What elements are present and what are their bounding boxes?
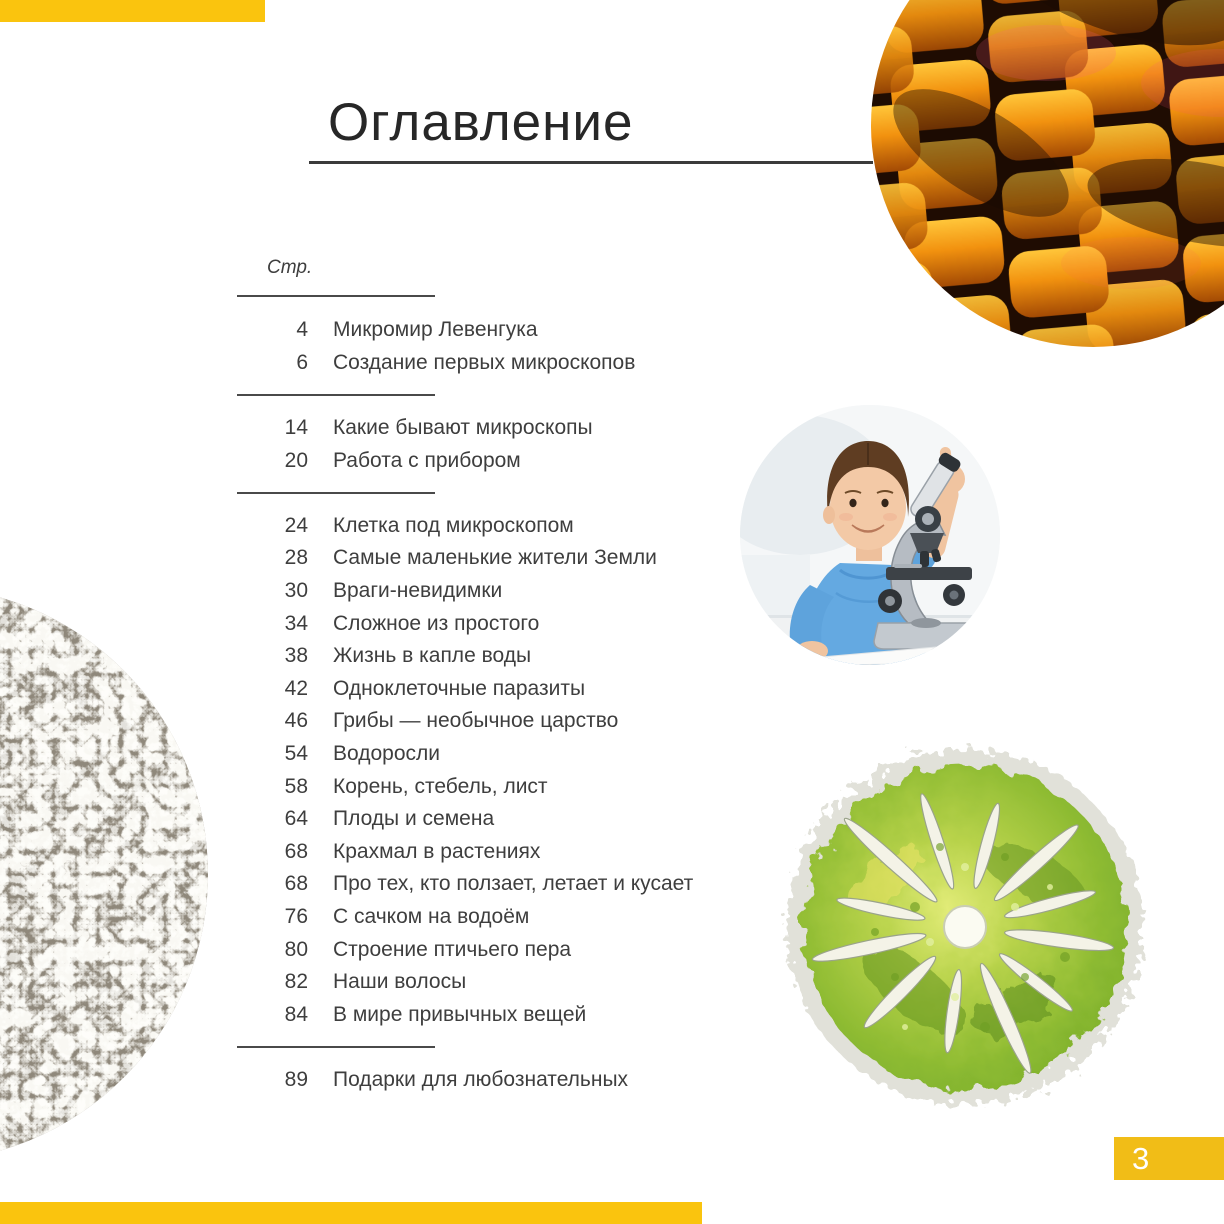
toc-entry <box>237 933 737 966</box>
page-column-underline <box>237 295 435 297</box>
toc-entry-title: Строение птичьего пера <box>333 937 572 961</box>
toc-entry-title: Микромир Левенгука <box>333 318 538 342</box>
toc-entry <box>237 347 737 380</box>
toc-entry <box>237 640 737 673</box>
toc-entry-page: 76 <box>284 904 308 928</box>
toc-entry-page: 68 <box>284 872 308 896</box>
toc-rows <box>237 314 737 1096</box>
divider-line <box>237 394 435 396</box>
toc-entry-title: В мире привычных вещей <box>333 1002 587 1026</box>
toc-entry-page: 4 <box>296 318 308 342</box>
toc-entry-page: 46 <box>284 709 308 733</box>
toc-entry <box>237 966 737 999</box>
toc-entry <box>237 575 737 608</box>
toc-entry <box>237 770 737 803</box>
green-algae-image <box>765 727 1165 1127</box>
toc-entry-page: 42 <box>284 676 308 700</box>
girl-with-microscope-image <box>740 405 1000 665</box>
toc-entry <box>237 542 737 575</box>
toc-entry-title: С сачком на водоём <box>333 904 530 928</box>
divider-line <box>237 1046 435 1048</box>
toc-entry <box>237 901 737 934</box>
toc-entry-page: 64 <box>284 807 308 831</box>
section-divider <box>237 1031 737 1064</box>
toc-entry-title: Плоды и семена <box>333 807 495 831</box>
toc-entry-title: Корень, стебель, лист <box>333 774 548 798</box>
page-number: 3 <box>1132 1141 1150 1176</box>
toc-entry-page: 84 <box>284 1002 308 1026</box>
toc-entry-title: Враги-невидимки <box>333 579 503 603</box>
toc-entry <box>237 673 737 706</box>
toc-entry-title: Самые маленькие жители Земли <box>333 546 657 570</box>
toc-entry <box>237 803 737 836</box>
toc-entry-page: 58 <box>284 774 308 798</box>
toc-entry-title: Про тех, кто ползает, летает и кусает <box>333 872 694 896</box>
toc-entry-title: Создание первых микроскопов <box>333 350 636 374</box>
toc-entry <box>237 1064 737 1097</box>
toc-entry-title: Водоросли <box>333 742 440 766</box>
section-divider <box>237 477 737 510</box>
toc-entry-page: 24 <box>284 513 308 537</box>
toc-entry-title: Крахмал в растениях <box>333 839 541 863</box>
divider-line <box>237 492 435 494</box>
butterfly-scales-image <box>871 0 1224 347</box>
toc-entry-title: Наши волосы <box>333 970 467 994</box>
toc-entry <box>237 444 737 477</box>
section-divider <box>237 379 737 412</box>
toc-entry-page: 28 <box>284 546 308 570</box>
toc-entry-page: 14 <box>284 416 308 440</box>
toc-entry-page: 68 <box>284 839 308 863</box>
toc-entry-title: Подарки для любознательных <box>333 1067 629 1091</box>
page-title: Оглавление <box>328 93 634 152</box>
toc-entry <box>237 705 737 738</box>
top-left-accent-bar <box>0 0 265 22</box>
toc-entry-title: Клетка под микроскопом <box>333 513 574 537</box>
green-algae-photo <box>765 727 1165 1127</box>
page-column-label: Стр. <box>267 257 313 278</box>
butterfly-scales-photo <box>871 0 1224 347</box>
toc-entry <box>237 836 737 869</box>
toc-entry <box>237 510 737 543</box>
toc-entry-title: Одноклеточные паразиты <box>333 676 586 700</box>
toc-entry-page: 89 <box>284 1067 308 1091</box>
page-number-badge <box>1114 1137 1224 1180</box>
toc-entry-page: 6 <box>296 350 308 374</box>
toc-entry-page: 82 <box>284 970 308 994</box>
toc-entry-page: 30 <box>284 579 308 603</box>
fiber-mesh-photo <box>0 586 208 1162</box>
toc-entry-page: 54 <box>284 742 308 766</box>
toc-entry-title: Работа с прибором <box>333 448 521 472</box>
toc-entry <box>237 412 737 445</box>
toc-entry <box>237 868 737 901</box>
title-underline <box>309 161 873 164</box>
toc-entry-page: 20 <box>284 448 308 472</box>
toc-entry-title: Какие бывают микроскопы <box>333 416 593 440</box>
toc-entry <box>237 607 737 640</box>
table-of-contents <box>237 254 737 1096</box>
toc-entry <box>237 738 737 771</box>
toc-entry <box>237 314 737 347</box>
toc-entry-title: Грибы — необычное царство <box>333 709 619 733</box>
girl-with-microscope-photo <box>740 405 1000 665</box>
bottom-accent-bar <box>0 1202 702 1224</box>
toc-entry <box>237 998 737 1031</box>
toc-entry-page: 80 <box>284 937 308 961</box>
fiber-mesh-image <box>0 586 208 1162</box>
toc-entry-title: Жизнь в капле воды <box>333 644 532 668</box>
toc-entry-page: 38 <box>284 644 308 668</box>
toc-entry-title: Сложное из простого <box>333 611 540 635</box>
toc-entry-page: 34 <box>284 611 308 635</box>
